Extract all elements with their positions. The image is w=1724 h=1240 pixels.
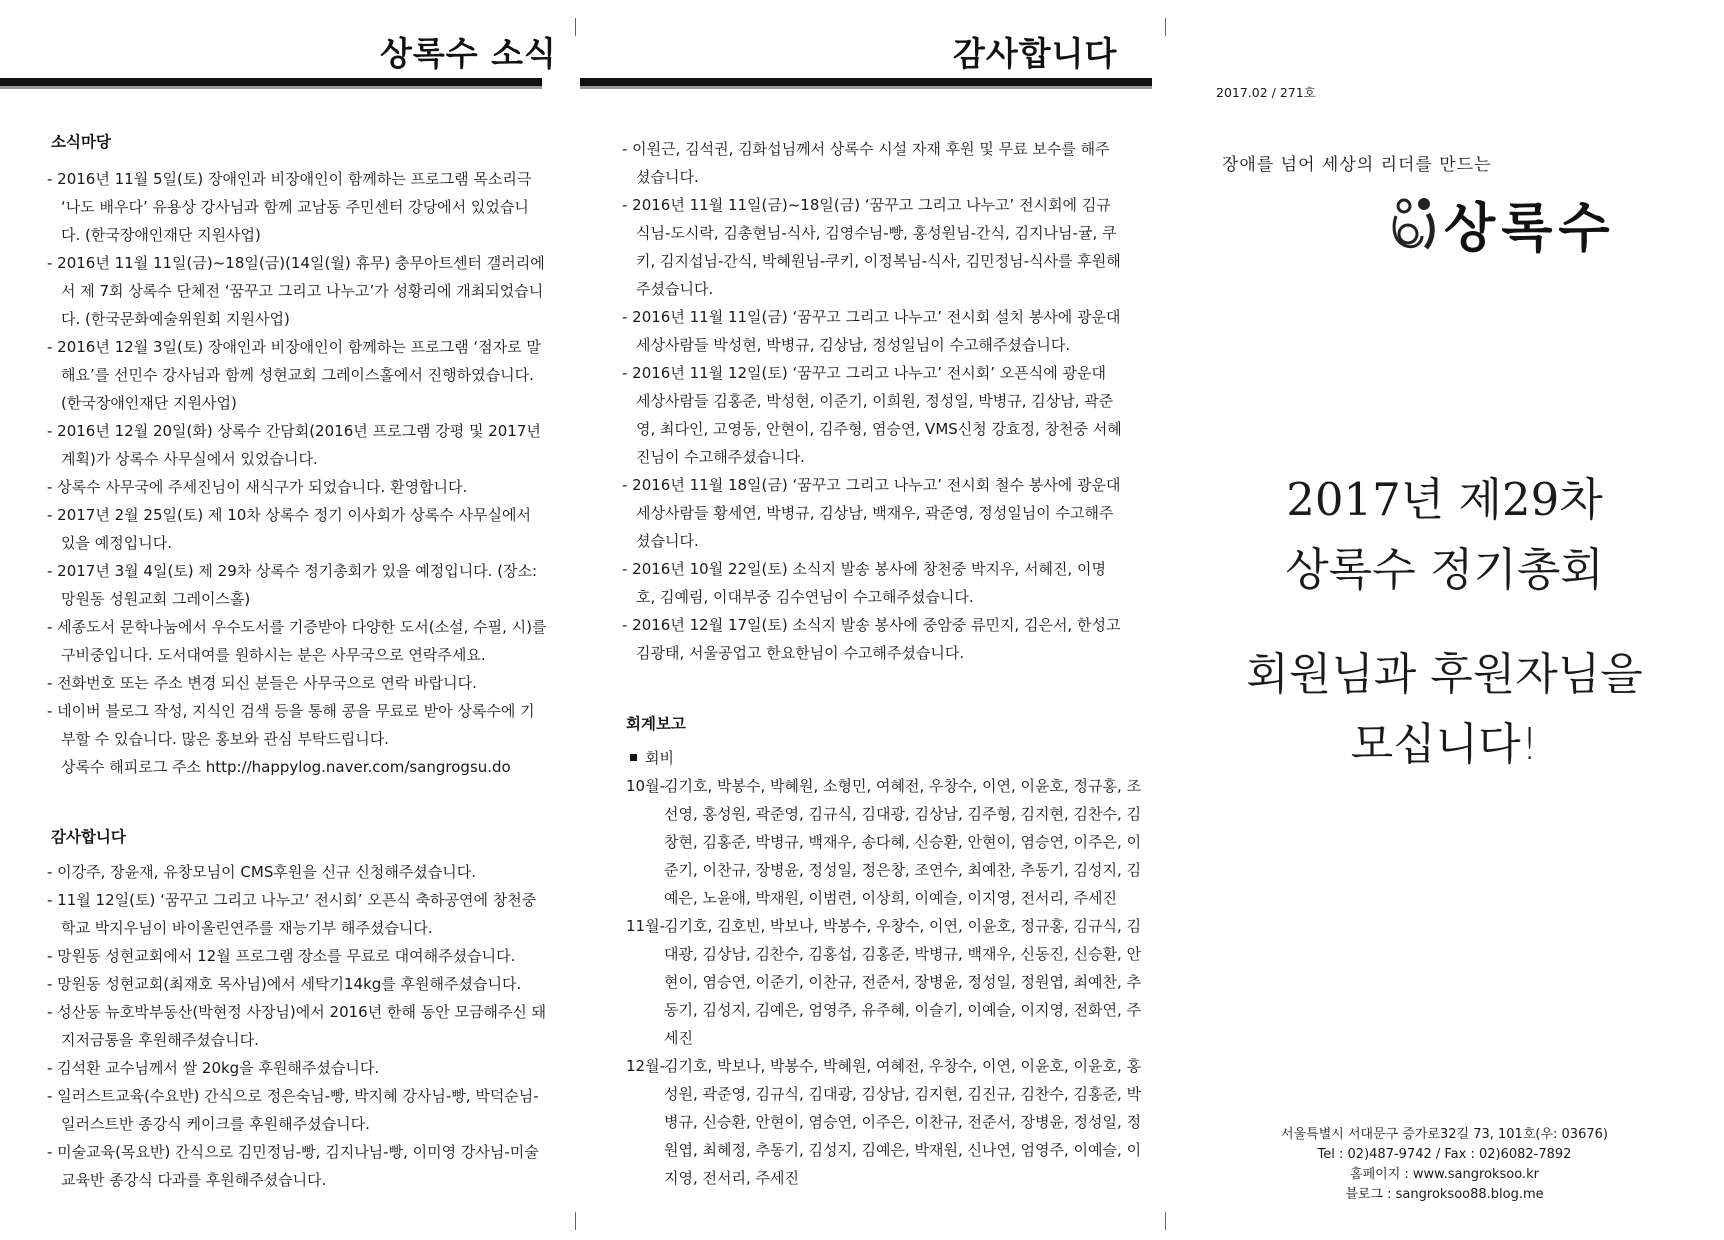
invitation-text	[1165, 640, 1724, 780]
thanks-item: - 김석환 교수님께서 쌀 20kg을 후원해주셨습니다.	[47, 1059, 380, 1077]
blog-link[interactable]: 블로그 : sangroksoo88.blog.me	[1345, 1187, 1544, 1202]
thanks-header-title: 감사합니다	[953, 34, 1118, 73]
homepage-link[interactable]: 홈페이지 : www.sangroksoo.kr	[1350, 1167, 1539, 1182]
meeting-headline	[1165, 465, 1724, 605]
report-section-title: 회계보고	[626, 715, 686, 733]
fee-month-row	[626, 912, 1146, 1052]
thanks-item: - 2016년 11월 18일(금) ‘꿈꾸고 그리고 나누고’ 전시회 철수 봉사에 광운대 세상사람들 황세연, 박병규, 김상남, 백재우, 곽준영, 정성일님이 수고해주셨습니다.	[622, 476, 1121, 550]
invitation-line2: 모십니다!	[1350, 719, 1539, 770]
fee-title-label: 회비	[645, 749, 674, 767]
phone-fax: Tel : 02)487-9742 / Fax : 02)6082-7892	[1317, 1147, 1572, 1162]
thanks-section-title: 감사합니다	[51, 828, 126, 846]
thanks-header-bar	[580, 78, 1152, 89]
meeting-headline-line2: 상록수 정기총회	[1285, 543, 1604, 596]
thanks-list	[622, 135, 1122, 667]
address: 서울특별시 서대문구 증가로32길 73, 101호(우: 03676)	[1281, 1127, 1608, 1142]
issue-date: 2017.02 / 271호	[1216, 85, 1316, 100]
thanks-item: - 망원동 성현교회(최재호 목사님)에서 세탁기14kg를 후원해주셨습니다.	[47, 975, 522, 993]
fee-month-label: 12월-	[626, 1057, 665, 1075]
invitation-line1: 회원님과 후원자님을	[1246, 649, 1643, 700]
fee-month-names: 김기호, 김호빈, 박보나, 박봉수, 우창수, 이연, 이윤호, 정규홍, 김규식, 김대광, 김상남, 김찬수, 김홍섭, 김홍준, 박병규, 백재우, 신동진, 신승환, 안현이, 염승연, 이준기, 이찬규, 전준서, 장병윤, 정성일, 정원엽, 최예찬, 추동기, 김성지, 김예은, 엄영주, 유주혜, 이슬기, 이예슬, 이지영, 전화연, 주세진	[664, 917, 1142, 1047]
thanks-item: - 11월 12일(토) ‘꿈꾸고 그리고 나누고’ 전시회’ 오픈식 축하공연에 창천중학교 박지우님이 바이올린연주를 재능기부 해주셨습니다.	[47, 891, 537, 937]
news-item: - 2017년 2월 25일(토) 제 10차 상록수 정기 이사회가 상록수 사무실에서 있을 예정입니다.	[47, 506, 531, 552]
fee-month-label: 10월-	[626, 777, 665, 795]
thanks-item: - 망원동 성현교회에서 12월 프로그램 장소를 무료로 대여해주셨습니다.	[47, 947, 516, 965]
fee-report	[626, 747, 1146, 1192]
thanks-item: - 2016년 11월 12일(토) ‘꿈꾸고 그리고 나누고’ 전시회’ 오픈식에 광운대 세상사람들 김홍준, 박성현, 이준기, 이희원, 정성일, 박병규, 김상남, 곽준영, 최다인, 고영동, 안현이, 김주형, 염승연, VMS신청 강효정, 창천중 서혜진님이 수고해주셨습니다.	[622, 364, 1122, 466]
meeting-headline-line1: 2017년 제29차	[1286, 473, 1603, 526]
thanks-item: - 일러스트교육(수요반) 간식으로 정은숙님-빵, 박지혜 강사님-빵, 박덕순님-일러스트반 종강식 케이크를 후원해주셨습니다.	[47, 1087, 539, 1133]
thanks-item: - 미술교육(목요반) 간식으로 김민정님-빵, 김지나님-빵, 이미영 강사님-미술교육반 종강식 다과를 후원해주셨습니다.	[47, 1143, 539, 1189]
news-section-title: 소식마당	[51, 133, 111, 151]
logo-text: 상록수	[1444, 198, 1616, 259]
news-item: - 네이버 블로그 작성, 지식인 검색 등을 통해 콩을 무료로 받아 상록수에 기부할 수 있습니다. 많은 홍보와 관심 부탁드립니다.	[47, 702, 535, 748]
fee-month-names: 김기호, 박보나, 박봉수, 박혜원, 여혜전, 우창수, 이연, 이윤호, 이윤호, 홍성원, 곽준영, 김규식, 김대광, 김상남, 김지현, 김진규, 김찬수, 김홍준, 박병규, 신승환, 안현이, 염승연, 이주은, 이찬규, 전준서, 장병윤, 정성일, 정원엽, 최혜정, 추동기, 김성지, 김예은, 박재원, 신나연, 엄영주, 이예슬, 이지영, 전서리, 주세진	[664, 1057, 1142, 1187]
news-item: - 2016년 11월 11일(금)~18일(금)(14일(월) 휴무) 충무아트센터 갤러리에서 제 7회 상록수 단체전 ‘꿈꾸고 그리고 나누고’가 성황리에 개최되었습니다. (한국문화예술위원회 지원사업)	[47, 254, 545, 328]
thanks-list	[47, 858, 547, 1194]
fold-mark	[575, 1212, 576, 1230]
fee-month-row	[626, 772, 1146, 912]
thanks-item: - 2016년 11월 11일(금)~18일(금) ‘꿈꾸고 그리고 나누고’ 전시회에 김규식님-도시락, 김총현님-식사, 김영수님-빵, 홍성원님-간식, 김지나님-귤, 쿠키, 김지섭님-간식, 박혜원님-쿠키, 이정복님-식사, 김민정님-식사를 후원해주셨습니다.	[622, 196, 1121, 298]
news-header-bar	[0, 78, 542, 89]
fee-months	[626, 772, 1146, 1192]
news-item: - 2016년 12월 20일(화) 상록수 간담회(2016년 프로그램 강평 및 2017년 계획)가 상록수 사무실에서 있었습니다.	[47, 422, 541, 468]
contact-info	[1165, 1125, 1724, 1205]
thanks-item: - 2016년 11월 11일(금) ‘꿈꾸고 그리고 나누고’ 전시회 설치 봉사에 광운대 세상사람들 박성현, 박병규, 김상남, 정성일님이 수고해주셨습니다.	[622, 308, 1121, 354]
fee-month-label: 11월-	[626, 917, 665, 935]
news-header-title: 상록수 소식	[380, 34, 557, 73]
thanks-item: - 2016년 12월 17일(토) 소식지 발송 봉사에 중암중 류민지, 김은서, 한성고 김광태, 서울공업고 한요한님이 수고해주셨습니다.	[622, 616, 1121, 662]
logo-icon	[1390, 196, 1438, 252]
news-item: - 전화번호 또는 주소 변경 되신 분들은 사무국으로 연락 바랍니다.	[47, 674, 477, 692]
logo	[1390, 189, 1616, 259]
fee-month-names: 김기호, 박봉수, 박혜원, 소형민, 여혜전, 우창수, 이연, 이윤호, 정규홍, 조선영, 홍성원, 곽준영, 김규식, 김대광, 김상남, 김주형, 김지현, 김찬수, 김창현, 김홍준, 박병규, 백재우, 송다혜, 신승환, 안현이, 염승연, 이주은, 이준기, 이찬규, 장병윤, 정성일, 정은창, 조연수, 최예찬, 추동기, 김성지, 김예은, 노윤애, 박재원, 이범련, 이상희, 이예슬, 이지영, 전서리, 주세진	[664, 777, 1142, 907]
fold-mark	[1165, 1212, 1166, 1230]
fold-mark	[575, 18, 576, 36]
news-item: - 2017년 3월 4일(토) 제 29차 상록수 정기총회가 있을 예정입니다. (장소: 망원동 성원교회 그레이스홀)	[47, 562, 538, 608]
news-list	[47, 165, 547, 781]
fee-title	[626, 747, 1146, 768]
thanks-item: - 이강주, 장윤재, 유창모님이 CMS후원을 신규 신청해주셨습니다.	[47, 863, 477, 881]
news-item: - 세종도서 문학나눔에서 우수도서를 기증받아 다양한 도서(소설, 수필, 시)를 구비중입니다. 도서대여를 원하시는 분은 사무국으로 연락주세요.	[47, 618, 547, 664]
thanks-item: - 성산동 뉴호박부동산(박현정 사장님)에서 2016년 한해 동안 모금해주신 돼지저금통을 후원해주셨습니다.	[47, 1003, 547, 1049]
happylog-address[interactable]: 상록수 해피로그 주소 http://happylog.naver.com/sangrogsu.do	[61, 758, 511, 776]
fee-month-row	[626, 1052, 1146, 1192]
news-item: - 2016년 11월 5일(토) 장애인과 비장애인이 함께하는 프로그램 목소리극 ‘나도 배우다’ 유용상 강사님과 함께 교남동 주민센터 강당에서 있었습니다. (한국장애인재단 지원사업)	[47, 170, 532, 244]
square-bullet-icon	[630, 754, 637, 761]
news-item: - 2016년 12월 3일(토) 장애인과 비장애인이 함께하는 프로그램 ‘점자로 말해요’를 선민수 강사님과 함께 성현교회 그레이스홀에서 진행하였습니다. (한국장애인재단 지원사업)	[47, 338, 541, 412]
thanks-item: - 2016년 10월 22일(토) 소식지 발송 봉사에 창천중 박지우, 서혜진, 이명호, 김예림, 이대부중 김수연님이 수고해주셨습니다.	[622, 560, 1106, 606]
thanks-item: - 이원근, 김석권, 김화섭님께서 상록수 시설 자재 후원 및 무료 보수를 해주셨습니다.	[622, 140, 1110, 186]
fold-mark	[1165, 18, 1166, 36]
news-item: - 상록수 사무국에 주세진님이 새식구가 되었습니다. 환영합니다.	[47, 478, 468, 496]
slogan: 장애를 넘어 세상의 리더를 만드는	[1222, 155, 1492, 175]
